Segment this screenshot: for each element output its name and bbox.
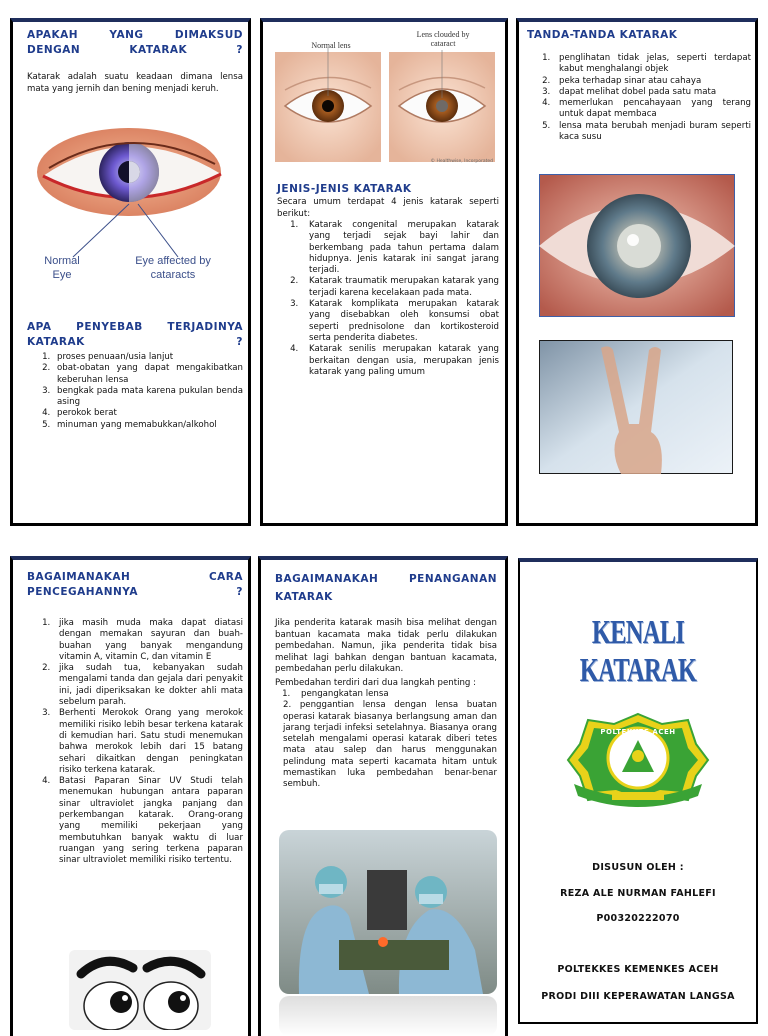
signs-list <box>527 53 751 143</box>
treatment-para2: Pembedahan terdiri dari dua langkah penting : <box>275 677 476 688</box>
prevention-list <box>27 618 243 867</box>
author-name: REZA ALE NURMAN FAHLEFI <box>560 888 716 899</box>
treatment-steps <box>275 689 497 791</box>
list-item: 2. obat-obatan yang dapat mengakibatkan keberuhan lensa <box>53 363 243 386</box>
label-clouded-lens: Lens clouded by cataract <box>416 30 470 48</box>
caption-affected-eye: Eye affected by cataracts <box>135 255 211 281</box>
list-item: 3. bengkak pada mata karena pukulan benda asing <box>53 386 243 409</box>
list-item: 2. jika sudah tua, kebanyakan sudah mengalami tanda dan gejala dari penyakit ini, jadi diperiksakan ke dokter ahli mata sebelum parah. <box>53 663 243 708</box>
list-item: 3. Katarak komplikata merupakan katarak yang disebabkan oleh konsumsi obat seperti prednisolone dan kortikosteroid serta penderita diabetes. <box>301 299 499 344</box>
compiled-by-label: DISUSUN OLEH : <box>592 862 684 873</box>
list-item: 1. penglihatan tidak jelas, seperti terdapat kabut menghalangi objek <box>553 53 751 76</box>
image-credit: © Healthwise, Incorporated <box>430 159 493 164</box>
list-item: 3. Berhenti Merokok Orang yang merokok memiliki risiko lebih besar terkena katarak di kemudian hari. Satu studi menemukan bahwa merokok lebih dari 15 batang sehari dikaitkan dengan peningkatan risiko terkena katarak. <box>53 708 243 776</box>
list-item: 3. dapat melihat dobel pada satu mata <box>553 87 751 98</box>
list-item: 1. Katarak congenital merupakan katarak yang terjadi sejak bayi lahir dan berkembang pada tahun pertama dalam hidupnya. Jenis katarak ini sangat jarang terjadi. <box>301 220 499 276</box>
list-item: 4. Katarak senilis merupakan katarak yang berkaitan dengan usia, merupakan jenis katarak yang paling umum <box>301 344 499 378</box>
heading-prevention: BAGAIMANAKAH CARA PENCEGAHANNYA ? <box>27 571 243 598</box>
treatment-para1: Jika penderita katarak masih bisa melihat dengan bantuan kacamata maka tidak perlu dilakukan pembedahan. Namun, jika penderita tidak bisa melihat lagi bahkan dengan bantuan kacamata, pembedahan perlu dilakukan. <box>275 618 497 674</box>
list-item: 1. jika masih muda maka dapat diatasi dengan memakan sayuran dan buah-buahan yang banyak mengandung vitamin A, vitamin C, dan vitamin E <box>53 618 243 663</box>
panel-signs-of-cataract <box>516 18 758 526</box>
list-item: 1. pengangkatan lensa <box>293 689 497 700</box>
student-id: P00320222070 <box>596 913 680 924</box>
program-name: PRODI DIII KEPERAWATAN LANGSA <box>541 991 735 1002</box>
cartoon-eyes-icon <box>69 950 211 1030</box>
list-item: 5. minuman yang memabukkan/alkohol <box>53 420 243 431</box>
list-item: 4. Batasi Paparan Sinar UV Studi telah menemukan hubungan antara paparan sinar ultraviolet jangka panjang dan perkembangan katarak. Orang-orang yang memiliki pekerjaan yang membutuhkan banyak waktu di luar ruangan yang sering terkena paparan sinar ultraviolet memiliki risiko tertentu. <box>53 776 243 866</box>
types-intro: Secara umum terdapat 4 jenis katarak seperti berikut: <box>277 197 499 219</box>
heading-treatment: BAGAIMANAKAH PENANGANAN KATARAK <box>275 573 497 603</box>
surgery-photo <box>279 830 497 994</box>
list-item: 2. peka terhadap sinar atau cahaya <box>553 76 751 87</box>
heading-what-is-cataract: APAKAH YANG DIMAKSUD DENGAN KATARAK ? <box>27 29 243 56</box>
panel-prevention <box>10 556 251 1036</box>
list-item: 4. memerlukan pencahayaan yang terang untuk dapat membaca <box>553 98 751 121</box>
panel-treatment <box>258 556 508 1036</box>
list-item: 5. lensa mata berubah menjadi buram seperti kaca susu <box>553 121 751 144</box>
heading-causes: APA PENYEBAB TERJADINYA KATARAK ? <box>27 321 243 348</box>
types-list <box>277 220 499 378</box>
panel-cover <box>518 558 758 1024</box>
heading-types: JENIS-JENIS KATARAK <box>277 183 412 195</box>
panel-types-of-cataract <box>260 18 508 526</box>
panel-what-is-cataract <box>10 18 251 526</box>
poltekkes-logo <box>564 710 712 808</box>
list-item: 4. perokok berat <box>53 408 243 419</box>
list-item: 1. proses penuaan/usia lanjut <box>53 352 243 363</box>
list-item: 2. penggantian lensa dengan lensa buatan operasi katarak biasanya berlangsung aman dan jarang terjadi infeksi setelahnya. Biasanya orang setelah mengalami operasi katarak diberi tetes mata atau salep dan harus menggunakan pelindung mata seperti kacamata hitam untuk memastikan luka pembedahan benar-benar sembuh. <box>275 700 497 790</box>
photo-shadow <box>279 996 497 1036</box>
blurred-fingers-photo <box>539 340 733 474</box>
label-normal-lens: Normal lens <box>311 41 351 50</box>
cover-title: KENALI KATARAK <box>579 614 697 689</box>
institution-name: POLTEKKES KEMENKES ACEH <box>557 964 719 975</box>
causes-list <box>27 352 243 431</box>
list-item: 2. Katarak traumatik merupakan katarak yang terjadi karena kecelakaan pada mata. <box>301 276 499 299</box>
cataract-eye-photo <box>539 174 735 317</box>
caption-normal-eye: Normal Eye <box>44 255 80 281</box>
logo-text: POLTEKKES ACEH <box>600 728 676 736</box>
heading-signs: TANDA-TANDA KATARAK <box>527 29 678 41</box>
pointer-lines <box>53 202 213 262</box>
definition-text: Katarak adalah suatu keadaan dimana lensa mata yang jernih dan bening menjadi keruh. <box>27 72 243 94</box>
